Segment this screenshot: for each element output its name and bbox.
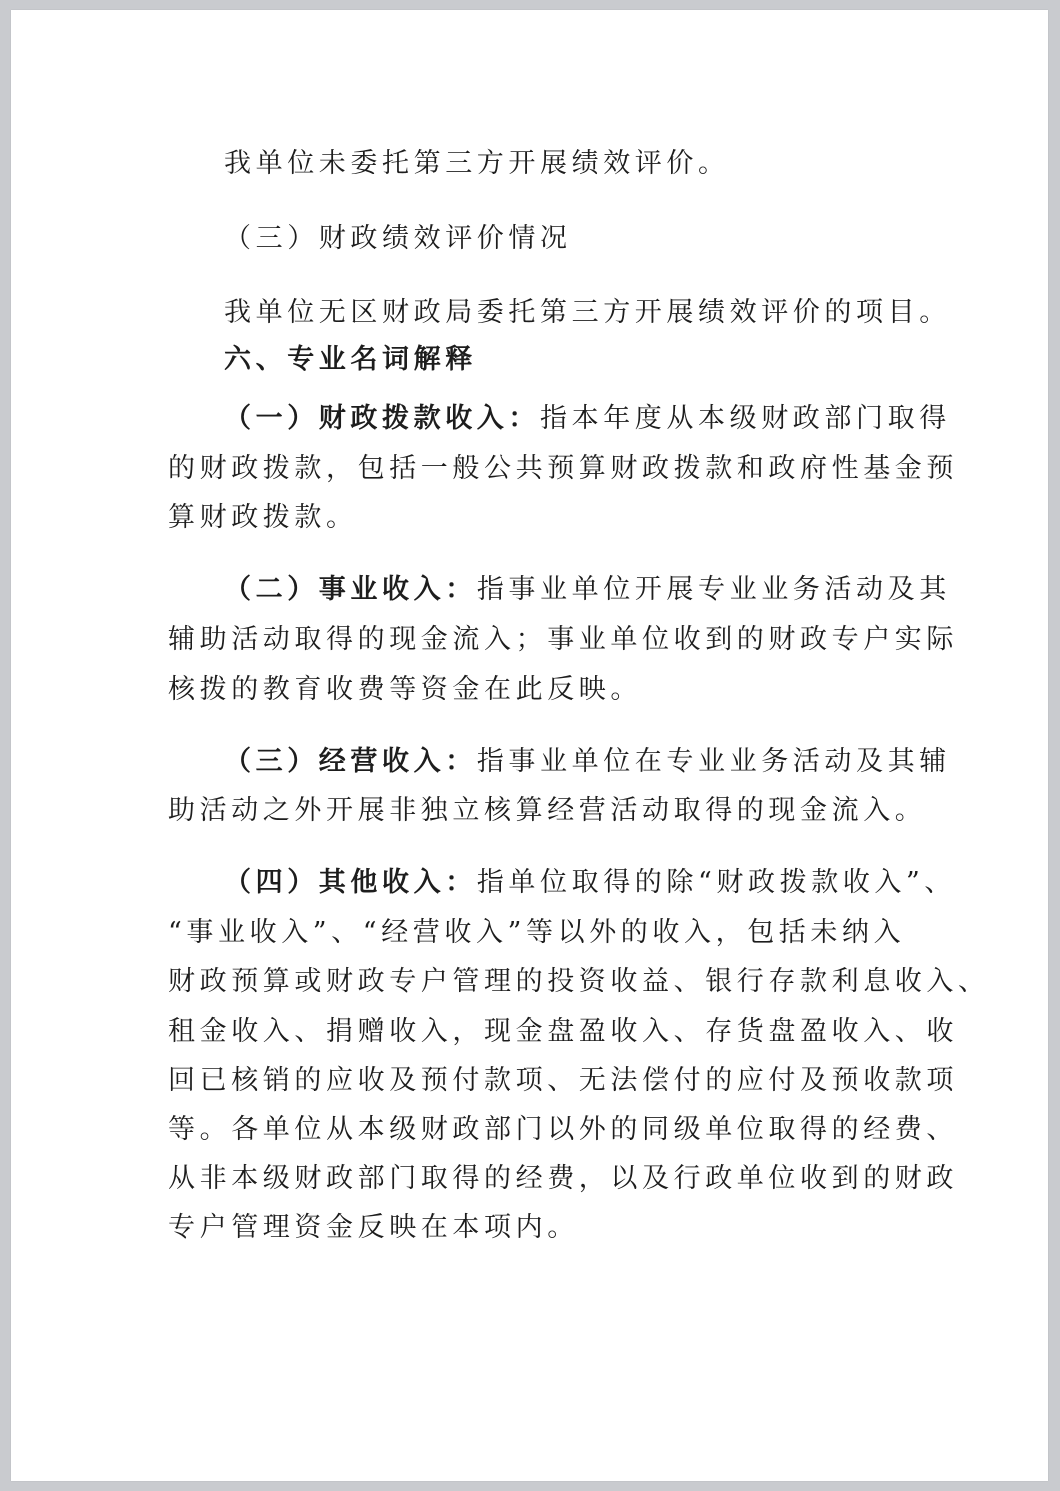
glossary-term: （一）财政拨款收入： <box>224 403 540 434</box>
paragraph-no-district-project: 我单位无区财政局委托第三方开展绩效评价的项目。 <box>224 297 951 328</box>
glossary-text-line: 从非本级财政部门取得的经费，以及行政单位收到的财政 <box>168 1163 958 1194</box>
glossary-text-line: 核拨的教育收费等资金在此反映。 <box>168 674 642 705</box>
glossary-text-line: 的财政拨款，包括一般公共预算财政拨款和政府性基金预 <box>168 453 958 484</box>
glossary-item-operating-income <box>224 745 951 779</box>
glossary-item-fiscal-appropriation <box>224 402 951 436</box>
glossary-text-line: 租金收入、捐赠收入，现金盘盈收入、存货盘盈收入、收 <box>168 1016 958 1047</box>
glossary-text: 指事业单位开展专业业务活动及其 <box>476 574 951 605</box>
glossary-text: 指事业单位在专业业务活动及其辅 <box>476 746 951 777</box>
glossary-text: 指单位取得的除“财政拨款收入”、 <box>476 867 957 898</box>
glossary-text-line: 算财政拨款。 <box>168 502 358 533</box>
glossary-term: （四）其他收入： <box>224 867 477 898</box>
glossary-term: （二）事业收入： <box>224 574 477 605</box>
glossary-text-line: “事业收入”、“经营收入”等以外的收入，包括未纳入 <box>168 917 906 948</box>
glossary-text-line: 财政预算或财政专户管理的投资收益、银行存款利息收入、 <box>168 966 990 997</box>
glossary-text-line: 助活动之外开展非独立核算经营活动取得的现金流入。 <box>168 795 927 826</box>
glossary-item-business-income <box>224 573 951 607</box>
document-page <box>11 10 1048 1481</box>
glossary-text-line: 专户管理资金反映在本项内。 <box>168 1212 579 1243</box>
glossary-item-other-income <box>224 866 956 900</box>
glossary-text: 指本年度从本级财政部门取得 <box>540 403 951 434</box>
glossary-term: （三）经营收入： <box>224 746 477 777</box>
glossary-text-line: 回已核销的应收及预付款项、无法偿付的应付及预收款项 <box>168 1065 958 1096</box>
heading-fiscal-evaluation: （三）财政绩效评价情况 <box>224 223 572 254</box>
glossary-text-line: 等。各单位从本级财政部门以外的同级单位取得的经费、 <box>168 1114 958 1145</box>
glossary-text-line: 辅助活动取得的现金流入；事业单位收到的财政专户实际 <box>168 624 958 655</box>
section-heading-glossary: 六、专业名词解释 <box>224 344 477 375</box>
paragraph-no-third-party: 我单位未委托第三方开展绩效评价。 <box>224 148 730 179</box>
